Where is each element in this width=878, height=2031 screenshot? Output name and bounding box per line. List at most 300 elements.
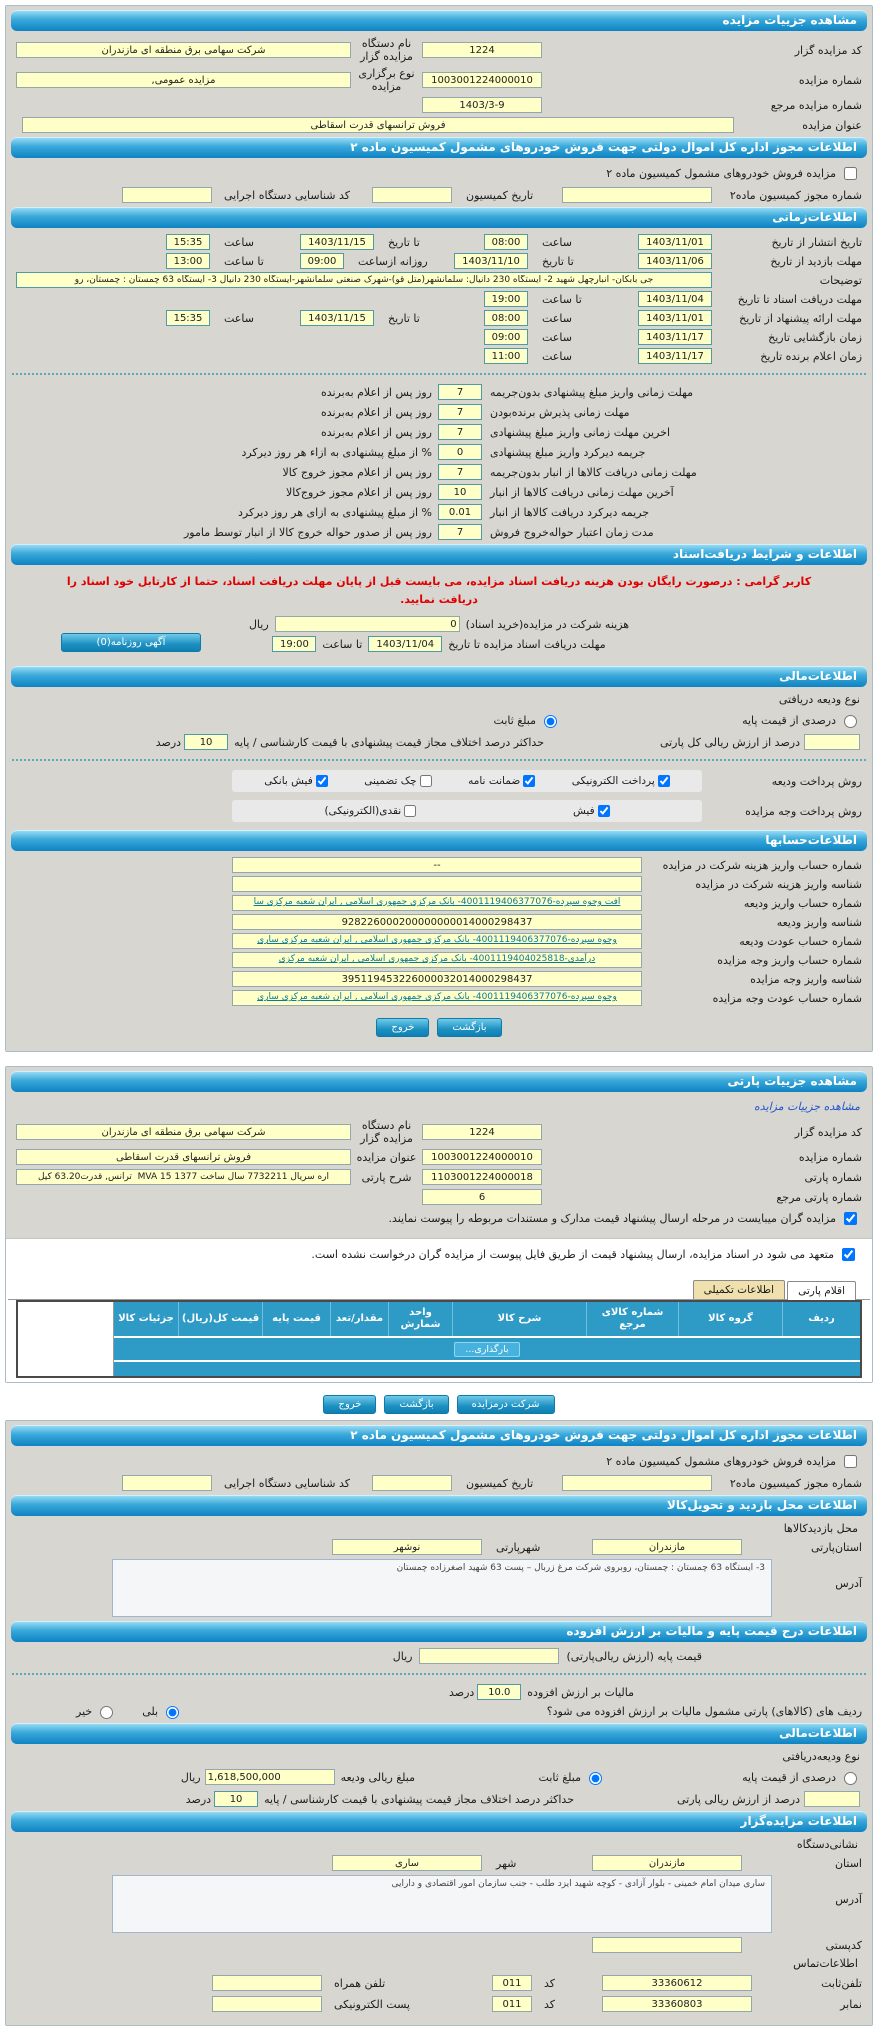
penalty-value[interactable] bbox=[438, 504, 482, 520]
deposit-amount-field[interactable] bbox=[205, 1769, 335, 1785]
col-base-price: قیمت پایه bbox=[262, 1302, 330, 1336]
account-label: شماره حساب واریز وجه مزایده bbox=[717, 953, 862, 967]
vat-label: مالیات بر ارزش افزوده bbox=[527, 1685, 634, 1699]
party-number-label: شماره پارتی bbox=[804, 1170, 862, 1184]
row-number-type bbox=[16, 67, 862, 93]
visit-to-time[interactable] bbox=[166, 253, 210, 269]
account-label: شناسه واریز ودیعه bbox=[776, 915, 862, 929]
account-field[interactable] bbox=[232, 971, 642, 987]
fax-code-field[interactable] bbox=[492, 1996, 532, 2012]
postal-code-field[interactable] bbox=[592, 1937, 742, 1953]
deposit-percent-radio[interactable] bbox=[844, 715, 857, 728]
publish-to-time[interactable] bbox=[166, 234, 210, 250]
exec-id-label: کد شناسایی دستگاه اجرایی bbox=[224, 188, 351, 202]
penalty-value[interactable] bbox=[438, 444, 482, 460]
rial-unit: ریال bbox=[180, 1770, 201, 1784]
account-field[interactable] bbox=[232, 857, 642, 873]
account-label: شناسه واریز وجه مزایده bbox=[750, 972, 862, 986]
publish-from-time[interactable] bbox=[484, 234, 528, 250]
exit-button[interactable]: خروج bbox=[376, 1018, 429, 1037]
penalty-suffix: روز پس از صدور حواله خروج کالا از انبار توسط مامور bbox=[183, 525, 432, 539]
winner-date[interactable] bbox=[638, 348, 712, 364]
row-deposit2-type bbox=[18, 1769, 860, 1785]
org-city-field[interactable] bbox=[332, 1855, 482, 1871]
section-header-price: اطلاعات درج قیمت پایه و مالیات بر ارزش افزوده bbox=[11, 1621, 867, 1642]
dotted-separator bbox=[12, 759, 866, 761]
max-diff2-label: حداکثر درصد اختلاف مجاز قیمت پیشنهادی با قیمت کارشناسی / پایه bbox=[264, 1792, 574, 1806]
party-agency-label: نام دستگاه مزایده گزار bbox=[360, 1119, 413, 1146]
deposit-amount-label: مبلغ ریالی ودیعه bbox=[340, 1770, 415, 1784]
party-auction-title-label: عنوان مزایده bbox=[356, 1150, 417, 1164]
penalty-row bbox=[16, 524, 862, 540]
row-docs-deadline bbox=[16, 291, 862, 307]
auction-ref-label: شماره مزایده مرجع bbox=[770, 98, 862, 112]
penalty-value[interactable] bbox=[438, 384, 482, 400]
visit-address-label: آدرس bbox=[835, 1577, 862, 1591]
row-party-ref bbox=[16, 1189, 862, 1205]
col-goods-desc: شرح کالا bbox=[452, 1302, 586, 1336]
deposit2-type-label: نوع ودیعه‌دریافتی bbox=[782, 1750, 860, 1764]
deposit-type-label: نوع ودیعه دریافتی bbox=[778, 693, 860, 707]
penalty-suffix: روز پس از اعلام به‌برنده bbox=[320, 385, 432, 399]
exec-id-field[interactable] bbox=[122, 187, 212, 203]
offer-from-time[interactable] bbox=[484, 310, 528, 326]
docs-deadline-label: مهلت دریافت اسناد تا تاریخ bbox=[737, 292, 862, 306]
page-buttons bbox=[0, 1395, 878, 1414]
party-tabs bbox=[8, 1280, 870, 1300]
permit-no-field[interactable] bbox=[562, 187, 712, 203]
col-total-price: قیمت کل(ریال) bbox=[178, 1302, 262, 1336]
account-row bbox=[16, 895, 862, 911]
mobile-field[interactable] bbox=[212, 1975, 322, 1991]
penalty-value[interactable] bbox=[438, 404, 482, 420]
fee-method-slip: فیش bbox=[573, 805, 610, 817]
exit-button[interactable]: خروج bbox=[323, 1395, 376, 1414]
row-deposit-type bbox=[18, 712, 860, 728]
row-title bbox=[16, 117, 862, 133]
visit-label: مهلت بازدید از تاریخ bbox=[770, 254, 862, 268]
percent-unit: درصد bbox=[185, 1792, 212, 1806]
auction-number-label: شماره مزایده bbox=[798, 73, 862, 87]
phone-field[interactable] bbox=[602, 1975, 752, 1991]
panel1-buttons bbox=[6, 1018, 872, 1037]
permit2-checkbox-line bbox=[18, 1452, 860, 1471]
penalty-suffix: روز پس از اعلام به‌برنده bbox=[320, 405, 432, 419]
dotted-separator bbox=[12, 373, 866, 375]
participate-button[interactable]: شرکت درمزایده bbox=[457, 1395, 555, 1414]
agency-name-field[interactable] bbox=[16, 42, 351, 58]
row-publish bbox=[16, 234, 862, 250]
row-vat bbox=[16, 1684, 862, 1700]
docs-deadline2-label: مهلت دریافت اسناد مزایده تا تاریخ bbox=[448, 637, 606, 651]
org-address-head: نشانی‌دستگاه bbox=[796, 1838, 858, 1852]
docs-section bbox=[6, 573, 872, 652]
penalty-row bbox=[16, 464, 862, 480]
org-city-label: شهر bbox=[496, 1856, 517, 1870]
penalty-label: جریمه دیرکرد واریز مبلغ پیشنهادی bbox=[490, 445, 646, 459]
visit-from-time[interactable] bbox=[300, 253, 344, 269]
percent-unit: درصد bbox=[448, 1685, 475, 1699]
notes-label: توضیحات bbox=[819, 273, 862, 287]
party-ref-label: شماره پارتی مرجع bbox=[776, 1190, 862, 1204]
visit-place-label: محل بازدیدکالاها bbox=[783, 1522, 858, 1536]
account-label: شماره حساب واریز هزینه شرکت در مزایده bbox=[662, 858, 862, 872]
row-postal-code bbox=[16, 1937, 862, 1953]
row-vat-question bbox=[16, 1703, 862, 1719]
to-date-label: تا تاریخ bbox=[388, 235, 420, 249]
table-loading-row bbox=[114, 1336, 860, 1360]
fee-method-cash-checkbox[interactable] bbox=[404, 805, 416, 817]
section-header-docs: اطلاعات و شرایط دریافت‌اسناد bbox=[11, 544, 867, 565]
deposit-pay-methods-group bbox=[232, 770, 702, 792]
auction-title-label: عنوان مزایده bbox=[802, 118, 862, 132]
penalty-suffix: روز پس از اعلام مجوز خروج‌کالا bbox=[286, 485, 432, 499]
row-visit-address bbox=[16, 1559, 862, 1617]
email-label: پست الکترونیکی bbox=[334, 1997, 410, 2011]
row-permit2-fields bbox=[16, 1475, 862, 1491]
view-auction-details-link[interactable]: مشاهده جزییات مزایده bbox=[754, 1100, 860, 1114]
account-row bbox=[16, 990, 862, 1006]
to-hour-label: تا ساعت bbox=[224, 254, 264, 268]
mobile-label: تلفن همراه bbox=[334, 1976, 386, 1990]
row-offer bbox=[16, 310, 862, 326]
auction-type-field[interactable] bbox=[16, 72, 351, 88]
docs-fee-label: هزینه شرکت در مزایده(خرید اسناد) bbox=[465, 617, 630, 631]
offer-to-date[interactable] bbox=[300, 310, 374, 326]
row-fax bbox=[16, 1996, 862, 2012]
row-fee-pay-methods bbox=[16, 800, 862, 822]
permit-checkbox-line bbox=[18, 164, 860, 183]
section-header-auction-view: مشاهده جزییات مزایده bbox=[11, 10, 867, 31]
opening-label: زمان بازگشایی تاریخ bbox=[768, 330, 862, 344]
vat-field[interactable] bbox=[477, 1684, 521, 1700]
commission-date-field[interactable] bbox=[372, 187, 452, 203]
max-diff-field[interactable] bbox=[184, 734, 228, 750]
vat-no-option: خیر bbox=[76, 1703, 116, 1719]
deposit-percent-option: درصدی از قیمت پایه bbox=[560, 712, 860, 728]
party-auction-title-field[interactable] bbox=[16, 1149, 351, 1165]
auction-details-panel bbox=[5, 5, 873, 1052]
tab-additional-info[interactable]: اطلاعات تکمیلی bbox=[693, 1280, 785, 1299]
fax-label: نمابر bbox=[840, 1997, 862, 2011]
party-desc-field[interactable] bbox=[16, 1169, 351, 1185]
percent-party-label: درصد از ارزش ریالی پارتی bbox=[677, 1792, 800, 1806]
publish-to-date[interactable] bbox=[300, 234, 374, 250]
col-quantity: مقدار/تعد bbox=[330, 1302, 388, 1336]
auction-type-label: نوع برگزاری مزایده bbox=[358, 67, 415, 93]
method-guarantee: ضمانت نامه bbox=[468, 775, 535, 787]
opening-time[interactable] bbox=[484, 329, 528, 345]
dotted-separator bbox=[12, 1673, 866, 1675]
row-percent2-maxdiff bbox=[18, 1791, 860, 1807]
commission-date-label: تاریخ کمیسیون bbox=[466, 188, 534, 202]
row-opening bbox=[16, 329, 862, 345]
offer-to-time[interactable] bbox=[166, 310, 210, 326]
auction-ref-field[interactable] bbox=[422, 97, 542, 113]
penalty-label: جریمه دیرکرد دریافت کالاها از انبار bbox=[490, 505, 650, 519]
offer-from-date[interactable] bbox=[638, 310, 712, 326]
vat-yes-option: بلی bbox=[142, 1703, 182, 1719]
penalty-row bbox=[16, 504, 862, 520]
penalty-row bbox=[16, 484, 862, 500]
permit2-checkbox-label: مزایده فروش خودروهای مشمول کمیسیون ماده ۲ bbox=[606, 1455, 836, 1469]
penalty-value[interactable] bbox=[438, 524, 482, 540]
account-row bbox=[16, 914, 862, 930]
permit2-no-field[interactable] bbox=[562, 1475, 712, 1491]
account-field[interactable] bbox=[232, 914, 642, 930]
party-auction-number-label: شماره مزایده bbox=[798, 1150, 862, 1164]
party-auction-number-field[interactable] bbox=[422, 1149, 542, 1165]
penalty-label: مهلت زمانی واریز مبلغ پیشنهادی بدون‌جریمه bbox=[490, 385, 694, 399]
permit-checkbox-label: مزایده فروش خودروهای مشمول کمیسیون ماده ۲ bbox=[606, 167, 836, 180]
party-extra-panel bbox=[5, 1420, 873, 2026]
method-guarantee-checkbox[interactable] bbox=[523, 775, 535, 787]
account-row bbox=[16, 876, 862, 892]
org-province-field[interactable] bbox=[592, 1855, 742, 1871]
notes-field[interactable] bbox=[16, 272, 712, 288]
row-phone bbox=[16, 1975, 862, 1991]
docs-warning-text: کاربر گرامی : درصورت رایگان بودن هزینه دریافت اسناد مزایده، می بایست قبل از پایان مهلت دریافت اسناد، حتما از کارتابل خود اسناد را دریافت نمایید. bbox=[66, 575, 812, 606]
bidder-code-label: کد مزایده گزار bbox=[794, 43, 862, 57]
penalty-label: مهلت زمانی پذیرش برنده‌بودن bbox=[490, 405, 630, 419]
party-agency-field[interactable] bbox=[16, 1124, 351, 1140]
account-field-link[interactable]: وجوه سپرده-4001119406377076- بانک مرکزی جمهوری اسلامی , ایران شعبه مرکزی ساری bbox=[232, 990, 642, 1006]
org-address-textarea[interactable] bbox=[112, 1875, 772, 1933]
vat-no-radio[interactable] bbox=[100, 1706, 113, 1719]
account-row bbox=[16, 971, 862, 987]
col-unit: واحد شمارش bbox=[388, 1302, 452, 1336]
method-electronic: پرداخت الکترونیکی bbox=[572, 775, 670, 787]
row-party-number-title bbox=[16, 1149, 862, 1165]
commission2-date-label: تاریخ کمیسیون bbox=[466, 1476, 534, 1490]
party-table-area bbox=[6, 1238, 872, 1382]
deposit2-fixed-radio[interactable] bbox=[589, 1772, 602, 1785]
method-electronic-checkbox[interactable] bbox=[658, 775, 670, 787]
account-field-link[interactable]: درآمدی-4001119404025818- بانک مرکزی جمهوری اسلامی , ایران شعبه مرکزی bbox=[232, 952, 642, 968]
opening-date[interactable] bbox=[638, 329, 712, 345]
newspaper-ad-button[interactable]: آگهی روزنامه(0) bbox=[61, 633, 201, 652]
percent-unit: درصد bbox=[155, 735, 182, 749]
docs-deadline-time[interactable] bbox=[484, 291, 528, 307]
hour-label: ساعت bbox=[224, 235, 254, 249]
agency-name-label: نام دستگاه مزایده گزار bbox=[360, 37, 413, 63]
row-org-province-city bbox=[16, 1855, 862, 1871]
percent-total-field[interactable] bbox=[804, 734, 860, 750]
method-bank-slip-checkbox[interactable] bbox=[316, 775, 328, 787]
permit2-no-label: شماره مجوز کمیسیون ماده۲ bbox=[729, 1476, 862, 1490]
penalty-suffix: روز پس از اعلام مجوز خروج کالا bbox=[282, 465, 432, 479]
rial-unit: ریال bbox=[392, 1649, 413, 1663]
account-row bbox=[16, 952, 862, 968]
commission2-date-field[interactable] bbox=[372, 1475, 452, 1491]
docs-deadline-date[interactable] bbox=[638, 291, 712, 307]
permit-checkbox[interactable] bbox=[844, 167, 857, 180]
hour-label: ساعت bbox=[224, 311, 254, 325]
deposit-fixed-radio[interactable] bbox=[544, 715, 557, 728]
deposit2-percent-radio[interactable] bbox=[844, 1772, 857, 1785]
auction-number-field[interactable] bbox=[422, 72, 542, 88]
publish-label: تاریخ انتشار از تاریخ bbox=[771, 235, 862, 249]
bidder-code-field[interactable] bbox=[422, 42, 542, 58]
hour-label: ساعت bbox=[542, 349, 572, 363]
fee-method-cash: نقدی(الکترونیکی) bbox=[324, 805, 416, 817]
org-province-label: استان bbox=[834, 1856, 862, 1870]
auction-title-field[interactable] bbox=[22, 117, 734, 133]
exec2-id-field[interactable] bbox=[122, 1475, 212, 1491]
row-ref-number bbox=[16, 97, 862, 113]
penalty-label: آخرین مهلت زمانی دریافت کالاها از انبار bbox=[490, 485, 674, 499]
section-header-accounts: اطلاعات‌حسابها bbox=[11, 830, 867, 851]
table-left-gutter bbox=[18, 1302, 114, 1376]
attach-note-label: مزایده گران میبایست در مرحله ارسال پیشنهاد قیمت مدارک و مستندات مربوطه را پیوست نمایند. bbox=[388, 1212, 836, 1226]
account-field[interactable] bbox=[232, 876, 642, 892]
account-row bbox=[16, 857, 862, 873]
penalty-value[interactable] bbox=[438, 464, 482, 480]
table-header-row bbox=[114, 1302, 860, 1336]
col-goods-details: جزئیات کالا bbox=[114, 1302, 178, 1336]
fee-method-slip-checkbox[interactable] bbox=[598, 805, 610, 817]
no-attach-note-line bbox=[20, 1245, 858, 1264]
visit-address-textarea[interactable] bbox=[112, 1559, 772, 1617]
party-desc-label: شرح پارتی bbox=[361, 1170, 412, 1184]
col-row-number: ردیف bbox=[782, 1302, 860, 1336]
method-check: چک تضمینی bbox=[364, 775, 431, 787]
party-ref-field[interactable] bbox=[422, 1189, 542, 1205]
section-header-permit: اطلاعات مجوز اداره کل اموال دولتی جهت فروش خودروهای مشمول کمیسیون ماده ۲ bbox=[11, 137, 867, 158]
to-date-label: تا تاریخ bbox=[388, 311, 420, 325]
hour-label: ساعت bbox=[542, 330, 572, 344]
section-header-finance2: اطلاعات‌مالی bbox=[11, 1723, 867, 1744]
rial-unit: ریال bbox=[248, 617, 269, 631]
percent-party-field[interactable] bbox=[804, 1791, 860, 1807]
row-winner bbox=[16, 348, 862, 364]
back-button[interactable]: بازگشت bbox=[384, 1395, 448, 1414]
org-address-label: آدرس bbox=[835, 1893, 862, 1907]
account-label: شماره حساب عودت وجه مزایده bbox=[712, 991, 862, 1005]
account-label: شناسه واریز هزینه شرکت در مزایده bbox=[695, 877, 862, 891]
section-header-location: اطلاعات محل بازدید و تحویل‌کالا bbox=[11, 1495, 867, 1516]
fee-pay-method-label: روش پرداخت وجه مزایده bbox=[745, 804, 862, 818]
base-price-label: قیمت پایه (ارزش ریالی‌پارتی) bbox=[566, 1649, 702, 1663]
row-province-city bbox=[16, 1539, 862, 1555]
vat-yes-radio[interactable] bbox=[166, 1706, 179, 1719]
penalty-label: اخرین مهلت زمانی واریز مبلغ پیشنهادی bbox=[490, 425, 670, 439]
section-header-party: مشاهده جزییات پارتی bbox=[11, 1071, 867, 1092]
section-header-time: اطلاعات‌زمانی bbox=[11, 207, 867, 228]
party-items-table bbox=[16, 1300, 862, 1378]
winner-label: زمان اعلام برنده تاریخ bbox=[760, 349, 862, 363]
attach-note-checkbox[interactable] bbox=[844, 1212, 857, 1225]
docs-fee-field[interactable] bbox=[275, 616, 460, 632]
fax-field[interactable] bbox=[602, 1996, 752, 2012]
account-field-link[interactable]: افت وجوه سپرده-4001119406377076- بانک مرکزی جمهوری اسلامی , ایران شعبه مرکزی سا bbox=[232, 895, 642, 911]
penalty-value[interactable] bbox=[438, 484, 482, 500]
max-diff-label: حداکثر درصد اختلاف مجاز قیمت پیشنهادی با قیمت کارشناسی / پایه bbox=[234, 735, 544, 749]
row-base-price bbox=[16, 1648, 862, 1664]
phone-label: تلفن‌ثابت bbox=[821, 1976, 862, 1990]
party-province-field[interactable] bbox=[592, 1539, 742, 1555]
penalty-value[interactable] bbox=[438, 424, 482, 440]
publish-from-date[interactable] bbox=[638, 234, 712, 250]
penalty-label: مهلت زمانی دریافت کالاها از انبار بدون‌جریمه bbox=[490, 465, 697, 479]
row-percent-maxdiff bbox=[18, 734, 860, 750]
party-city-field[interactable] bbox=[332, 1539, 482, 1555]
row-party-code-agency bbox=[16, 1119, 862, 1145]
email-field[interactable] bbox=[212, 1996, 322, 2012]
row-docs-fee bbox=[6, 616, 872, 632]
attach-note-line bbox=[18, 1209, 860, 1228]
fee-pay-methods-group bbox=[232, 800, 702, 822]
offer-label: مهلت ارائه پیشنهاد از تاریخ bbox=[739, 311, 862, 325]
daily-from-hour-label: روزانه ازساعت bbox=[358, 254, 428, 268]
row-visit bbox=[16, 253, 862, 269]
base-price-field[interactable] bbox=[419, 1648, 559, 1664]
winner-time[interactable] bbox=[484, 348, 528, 364]
penalty-row bbox=[16, 424, 862, 440]
permit-no-label: شماره مجوز کمیسیون ماده۲ bbox=[729, 188, 862, 202]
penalty-label: مدت زمان اعتبار حواله‌خروج فروش bbox=[490, 525, 654, 539]
party-bidder-code-label: کد مزایده گزار bbox=[794, 1125, 862, 1139]
phone-code-field[interactable] bbox=[492, 1975, 532, 1991]
back-button[interactable]: بازگشت bbox=[437, 1018, 501, 1037]
section-header-organizer: اطلاعات مزایده‌گزار bbox=[11, 1811, 867, 1832]
penalty-row bbox=[16, 404, 862, 420]
table-empty-row bbox=[114, 1360, 860, 1376]
to-hour-label: تا ساعت bbox=[542, 292, 582, 306]
no-attach-note-checkbox[interactable] bbox=[842, 1248, 855, 1261]
party-province-label: استان‌پارتی bbox=[811, 1540, 862, 1554]
party-city-label: شهرپارتی bbox=[496, 1540, 541, 1554]
account-field-link[interactable]: وجوه سپرده-4001119406377076- بانک مرکزی جمهوری اسلامی , ایران شعبه مرکزی ساری bbox=[232, 933, 642, 949]
col-ref-goods-number: شماره کالای مرجع bbox=[586, 1302, 678, 1336]
visit-from-date[interactable] bbox=[638, 253, 712, 269]
max-diff2-field[interactable] bbox=[214, 1791, 258, 1807]
method-check-checkbox[interactable] bbox=[420, 775, 432, 787]
deposit-fixed-option: مبلغ ثابت bbox=[494, 712, 560, 728]
docs-deadline2-date[interactable] bbox=[368, 636, 442, 652]
no-attach-note-label: متعهد می شود در اسناد مزایده، ارسال پیشنهاد قیمت از طریق فایل پیوست از مزایده گران درخواست نشده است. bbox=[311, 1248, 834, 1262]
section-header-permit2: اطلاعات مجوز اداره کل اموال دولتی جهت فروش خودروهای مشمول کمیسیون ماده ۲ bbox=[11, 1425, 867, 1446]
row-org-address bbox=[16, 1875, 862, 1933]
exec2-id-label: کد شناسایی دستگاه اجرایی bbox=[224, 1476, 351, 1490]
to-hour-label: تا ساعت bbox=[322, 637, 363, 651]
vat-question-label: ردیف های (کالاهای) پارتی مشمول مالیات بر ارزش افزوده می شود؟ bbox=[546, 1704, 862, 1718]
penalty-suffix: % از مبلغ پیشنهادی به ازای هر روز دیرکرد bbox=[238, 505, 432, 519]
party-number-field[interactable] bbox=[422, 1169, 542, 1185]
col-goods-group: گروه کالا bbox=[678, 1302, 782, 1336]
deposit2-percent-option: درصدی از قیمت پایه bbox=[605, 1769, 860, 1785]
party-bidder-code-field[interactable] bbox=[422, 1124, 542, 1140]
tab-party-items[interactable]: اقلام پارتی bbox=[787, 1281, 856, 1300]
penalty-row bbox=[16, 384, 862, 400]
method-bank-slip: فیش بانکی bbox=[264, 775, 328, 787]
loading-badge: بارگذاری... bbox=[454, 1342, 519, 1357]
to-date-label: تا تاریخ bbox=[542, 254, 574, 268]
deposit2-fixed-option: مبلغ ثابت bbox=[455, 1769, 605, 1785]
postal-code-label: کدپستی bbox=[825, 1938, 862, 1952]
area-code-label: کد bbox=[544, 1976, 556, 1990]
percent-total-label: درصد از ارزش ریالی کل پارتی bbox=[659, 735, 800, 749]
hour-label: ساعت bbox=[542, 311, 572, 325]
docs-deadline2-time[interactable] bbox=[272, 636, 316, 652]
area-code-label: کد bbox=[544, 1997, 556, 2011]
account-label: شماره حساب واریز ودیعه bbox=[743, 896, 862, 910]
visit-to-date[interactable] bbox=[454, 253, 528, 269]
deposit-pay-method-label: روش پرداخت ودیعه bbox=[771, 774, 862, 788]
permit2-checkbox[interactable] bbox=[844, 1455, 857, 1468]
penalty-row bbox=[16, 444, 862, 460]
account-label: شماره حساب عودت ودیعه bbox=[739, 934, 862, 948]
